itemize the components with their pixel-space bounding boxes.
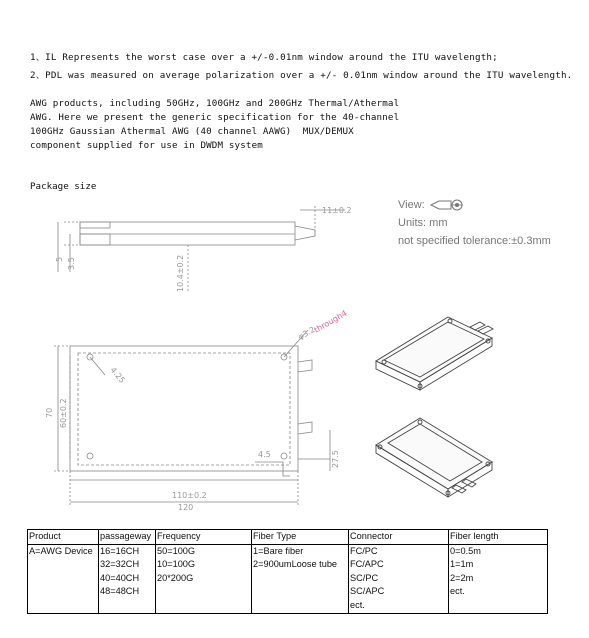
cell-line: 1=1m (450, 559, 474, 569)
side-view (58, 206, 345, 292)
product-cell (28, 544, 99, 613)
cell-line: 1=Bare fiber (253, 545, 304, 556)
top-through-label: through4 (312, 308, 349, 335)
isometric-view-bottom (376, 418, 492, 497)
table-header-cell: Fiber length (449, 530, 548, 545)
top-view (54, 330, 330, 506)
top-hole-label: 4.25 (108, 365, 127, 385)
cell-line: 0=0.5m (450, 545, 481, 556)
note-1: 1、IL Represents the worst case over a +/-0.01nm window around the ITU wavelength; (30, 52, 498, 63)
top-port-b-label: 27.5 (331, 450, 340, 468)
cell-line: 40=40CH (100, 572, 140, 583)
top-port-a-label: 4.5 (258, 450, 271, 459)
cell-line: FC/APC (350, 559, 384, 569)
description-line: AWG products, including 50GHz, 100GHz and 200GHz Thermal/Athermal (30, 98, 400, 109)
side-thick-a-label: 5 (55, 256, 64, 262)
fiber-type-cell (252, 544, 349, 613)
cell-line: 48=48CH (100, 586, 140, 596)
cell-line: ect. (350, 599, 365, 610)
cell-line: ect. (450, 586, 465, 596)
cell-line: SC/PC (350, 572, 379, 583)
connector-cell (349, 544, 449, 613)
cell-line: 16=16CH (100, 545, 140, 556)
tolerance-label: not specified tolerance:±0.3mm (398, 235, 551, 247)
cell-line: 32=32CH (100, 559, 140, 569)
cell-line: 50=100G (157, 545, 196, 556)
table-header-cell: passageway (99, 530, 156, 545)
table-header-cell: Fiber Type (252, 530, 349, 545)
note-2: 2、PDL was measured on average polarization over a +/- 0.01nm window around the ITU wavelength. (30, 70, 573, 81)
frequency-cell (156, 544, 252, 613)
cell-line: A=AWG Device (29, 545, 93, 556)
cell-line: 2=2m (450, 572, 474, 583)
top-width-label: 70 (45, 407, 54, 418)
side-thick-b-label: 3.5 (67, 257, 76, 270)
cell-line: 2=900umLoose tube (253, 559, 338, 569)
top-length-inner-label: 110±0.2 (172, 491, 207, 500)
table-header-cell: Frequency (156, 530, 252, 545)
cell-line: 10=100G (157, 559, 196, 569)
package-size-heading: Package size (30, 181, 97, 192)
table-header-row (28, 530, 548, 545)
passageway-cell (99, 544, 156, 613)
side-length-top-label: 11±0.2 (322, 206, 352, 215)
cell-line: SC/APC (350, 586, 385, 596)
cell-line: FC/PC (350, 545, 378, 556)
cell-line: 20*200G (157, 572, 194, 583)
table-row (28, 544, 548, 613)
units-label: Units: mm (398, 217, 448, 229)
description-line: AWG. Here we present the generic specification for the 40-channel (30, 112, 400, 123)
table-header-cell: Connector (349, 530, 449, 545)
top-length-label: 120 (178, 503, 194, 512)
view-label: View: (398, 199, 425, 211)
ordering-table (27, 529, 548, 614)
description-line: 100GHz Gaussian Athermal AWG (40 channel AAWG) MUX/DEMUX (30, 126, 354, 137)
top-width-inner-label: 60±0.2 (59, 398, 68, 428)
isometric-view-top (376, 317, 493, 390)
top-hole-dia-label: φ3.2 (296, 324, 317, 342)
fiber-length-cell (449, 544, 548, 613)
description-line: component supplied for use in DWDM system (30, 140, 263, 151)
side-depth-label: 10.4±0.2 (176, 254, 185, 292)
table-header-cell: Product (28, 530, 99, 545)
